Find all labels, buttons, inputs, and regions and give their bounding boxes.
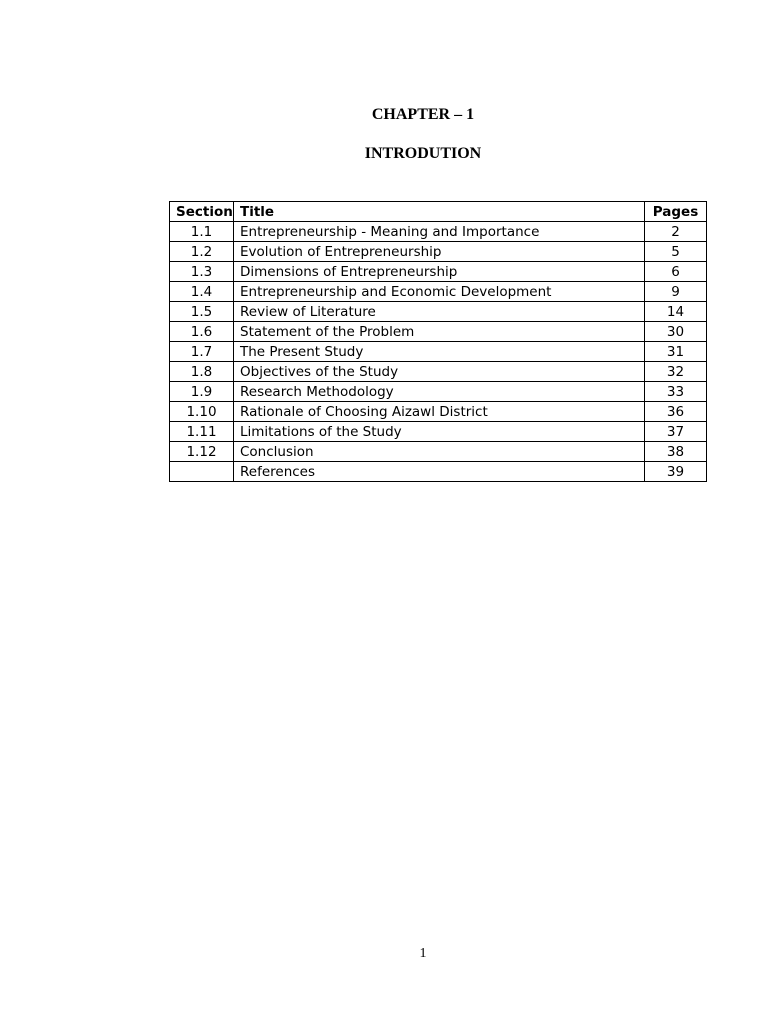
table-row <box>170 342 707 362</box>
section-title-cell: Objectives of the Study <box>234 362 645 382</box>
table-row <box>170 442 707 462</box>
section-number-cell: 1.1 <box>170 222 234 242</box>
page-number-cell: 38 <box>645 442 707 462</box>
table-row <box>170 362 707 382</box>
page-number-cell: 31 <box>645 342 707 362</box>
page-number-cell: 33 <box>645 382 707 402</box>
section-number-cell: 1.9 <box>170 382 234 402</box>
section-title-cell: Limitations of the Study <box>234 422 645 442</box>
section-number-cell: 1.10 <box>170 402 234 422</box>
table-row <box>170 262 707 282</box>
section-title-cell: The Present Study <box>234 342 645 362</box>
table-row <box>170 402 707 422</box>
table-row <box>170 282 707 302</box>
section-number-cell: 1.3 <box>170 262 234 282</box>
page-number-cell: 14 <box>645 302 707 322</box>
section-number-cell: 1.12 <box>170 442 234 462</box>
section-title-cell: Statement of the Problem <box>234 322 645 342</box>
column-header-section: Section <box>170 202 234 222</box>
section-title-cell: Entrepreneurship - Meaning and Importance <box>234 222 645 242</box>
chapter-number: CHAPTER – 1 <box>371 106 475 123</box>
page-number-cell: 36 <box>645 402 707 422</box>
table-row <box>170 422 707 442</box>
section-title-cell: References <box>234 462 645 482</box>
page-number-cell: 37 <box>645 422 707 442</box>
page-number-cell: 39 <box>645 462 707 482</box>
table-row <box>170 222 707 242</box>
table-row <box>170 302 707 322</box>
section-number-cell: 1.11 <box>170 422 234 442</box>
section-title-cell: Dimensions of Entrepreneurship <box>234 262 645 282</box>
section-title-cell: Research Methodology <box>234 382 645 402</box>
section-title-cell: Review of Literature <box>234 302 645 322</box>
table-body <box>170 222 707 482</box>
section-number-cell <box>170 462 234 482</box>
page-number-cell: 32 <box>645 362 707 382</box>
table-row <box>170 242 707 262</box>
table-row <box>170 382 707 402</box>
section-number-cell: 1.7 <box>170 342 234 362</box>
section-number-cell: 1.4 <box>170 282 234 302</box>
page-number-cell: 5 <box>645 242 707 262</box>
page-number-cell: 30 <box>645 322 707 342</box>
table-row <box>170 462 707 482</box>
chapter-title: INTRODUTION <box>364 145 482 162</box>
section-title-cell: Evolution of Entrepreneurship <box>234 242 645 262</box>
section-title-cell: Rationale of Choosing Aizawl District <box>234 402 645 422</box>
section-title-cell: Conclusion <box>234 442 645 462</box>
contents-table <box>169 201 707 482</box>
section-number-cell: 1.8 <box>170 362 234 382</box>
page-number-cell: 9 <box>645 282 707 302</box>
page-number: 1 <box>419 946 427 961</box>
column-header-pages: Pages <box>645 202 707 222</box>
table-row <box>170 322 707 342</box>
section-number-cell: 1.6 <box>170 322 234 342</box>
section-title-cell: Entrepreneurship and Economic Development <box>234 282 645 302</box>
section-number-cell: 1.5 <box>170 302 234 322</box>
page-number-cell: 6 <box>645 262 707 282</box>
table-header-row <box>170 202 707 222</box>
page-number-cell: 2 <box>645 222 707 242</box>
column-header-title: Title <box>234 202 645 222</box>
section-number-cell: 1.2 <box>170 242 234 262</box>
